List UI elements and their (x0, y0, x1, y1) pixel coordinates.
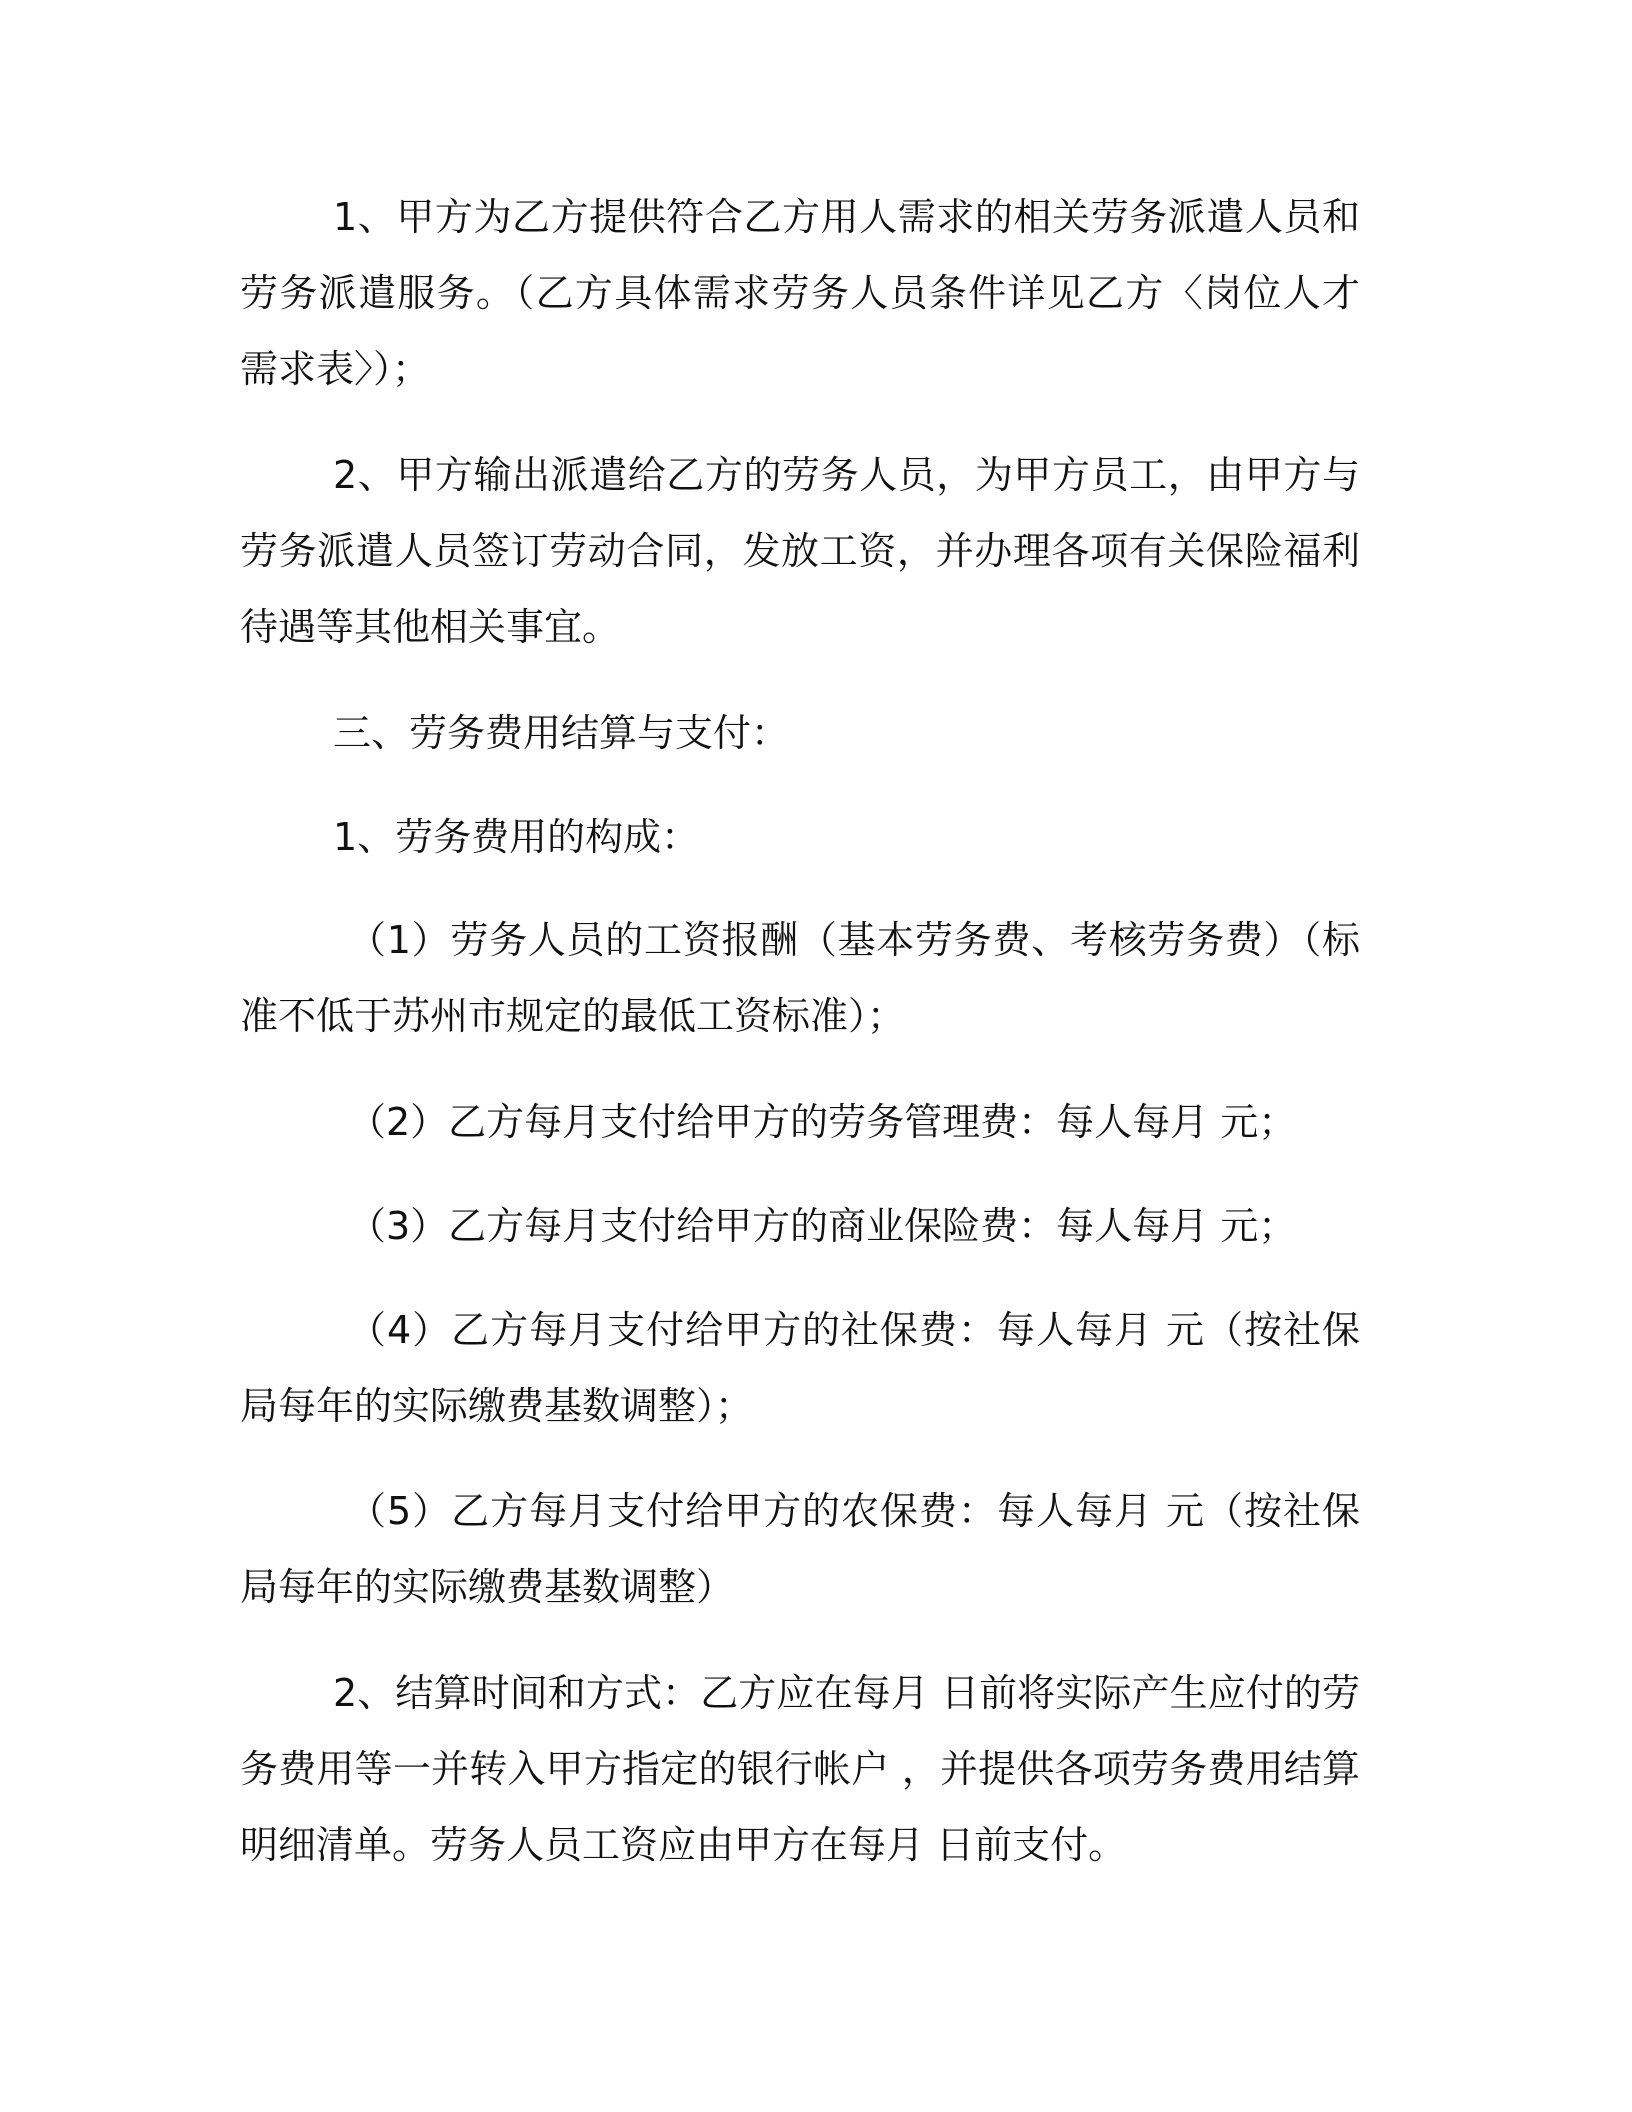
section-heading-fee-settlement: 三、劳务费用结算与支付： (333, 711, 790, 755)
paragraph-settlement-method: 2、结算时间和方式：乙方应在每月 日前将实际产生应付的劳务费用等一并转入甲方指定的银行帐户 ，并提供各项劳务费用结算明细清单。劳务人员工资应由甲方在每月 日前支付。 (240, 1671, 1360, 1867)
list-item-management-fee: （2）乙方每月支付给甲方的劳务管理费：每人每月 元； (348, 1100, 1297, 1144)
paragraph-fee-composition: 1、劳务费用的构成： (333, 815, 700, 859)
list-item-social-insurance: （4）乙方每月支付给甲方的社保费：每人每月 元（按社保局每年的实际缴费基数调整）； (240, 1308, 1360, 1428)
paragraph-employee-status: 2、甲方输出派遣给乙方的劳务人员，为甲方员工，由甲方与劳务派遣人员签订劳动合同，发放工资，并办理各项有关保险福利待遇等其他相关事宜。 (240, 453, 1360, 649)
paragraph-service-scope: 1、甲方为乙方提供符合乙方用人需求的相关劳务派遣人员和劳务派遣服务。（乙方具体需求劳务人员条件详见乙方〈岗位人才需求表〉）； (240, 195, 1360, 391)
list-item-commercial-insurance: （3）乙方每月支付给甲方的商业保险费：每人每月 元； (348, 1204, 1297, 1248)
list-item-wages: （1）劳务人员的工资报酬（基本劳务费、考核劳务费）（标准不低于苏州市规定的最低工资标准）； (240, 918, 1360, 1038)
list-item-rural-insurance: （5）乙方每月支付给甲方的农保费：每人每月 元（按社保局每年的实际缴费基数调整） (240, 1489, 1360, 1609)
